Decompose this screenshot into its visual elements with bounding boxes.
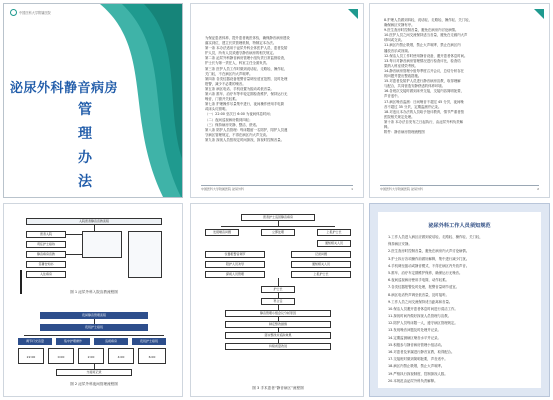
flow-step-box: 夜班护士接班: [132, 338, 166, 345]
text-line: 第二条 泌尿外科静音病房管理小组负责日常监督检查，: [205, 56, 288, 61]
text-line: 第五条 病区电话、手机设置为振动或低音量。: [205, 86, 274, 91]
text-line: 释。: [384, 124, 391, 129]
flow-box: 探视人员管理: [205, 271, 265, 278]
text-page-2[interactable]: [190, 3, 364, 198]
cover-subtitle-char: 法: [78, 174, 92, 190]
text-line: 18.病区内禁止吸烟，禁止大声喧哗。: [388, 364, 445, 369]
text-line: 6.夜间巡视病房使用手电筒，动作轻柔。: [388, 278, 449, 283]
text-line: 守病区管理规定，不得在病区内大声交谈。: [205, 132, 270, 137]
text-line: 8.病区电话铃声调至低音量，及时接听。: [388, 292, 449, 297]
flow-step-box: 患者入院: [26, 231, 66, 238]
flow-box: 上报护士长: [291, 271, 351, 278]
flow-arrow: [66, 234, 82, 235]
figure-caption: 图 1 泌尿外科入院宣教流程图: [70, 290, 118, 294]
page2-body: [205, 36, 353, 143]
text-line: 落实到位，建立长效管理机制，特制定本办法。: [205, 41, 277, 46]
flow-branch-line: [221, 226, 335, 227]
flow-result-box: 交接班记录: [56, 369, 132, 376]
flowchart-page-5[interactable]: [190, 203, 364, 397]
text-line: 果纳入科室绩效考核。: [384, 63, 418, 68]
text-line: 确保病区安静有序。: [384, 23, 415, 28]
rules-list: [378, 234, 541, 385]
text-line: 声音适中。: [384, 94, 401, 99]
cover-title: 泌尿外科静音病房: [10, 81, 119, 96]
flow-time-box: 6:00: [138, 348, 166, 364]
text-line: 3.护士执行各项操作前做好解释，集中进行减少打扰。: [388, 256, 470, 261]
text-line: （二）夜间巡视病房做到四轻；: [205, 117, 253, 122]
cover-subtitle: [73, 98, 97, 194]
footer-text: 中国医科大学附属医院 泌尿外科: [380, 187, 423, 191]
page3-footer: [380, 185, 539, 191]
text-line: 5.推车、治疗车定期维护保养，确保运行无噪音。: [388, 270, 463, 275]
text-line: 关门轻，不在病区内大声喧哗。: [205, 71, 253, 76]
flow-time-box: 4:00: [108, 348, 134, 364]
rules-title: 泌尿外科工作人员须知规范: [428, 223, 491, 229]
cover-subtitle-char: 理: [78, 126, 92, 142]
flow-box: 护士长: [261, 286, 295, 293]
flow-box: 陪护人员劝导: [205, 261, 265, 268]
text-line: 15.对患者及陪护人员进行静音病房宣教，取得理解: [384, 79, 461, 84]
text-line: 9.医生查房时控制音量，避免在病房内讨论病情。: [384, 28, 459, 33]
text-line: 护人员，所有人员须遵守静音病房的相关规定。: [205, 51, 277, 56]
flow-box: 仪器报警音调节: [205, 251, 265, 258]
corner-mark: [348, 9, 358, 19]
cover-page[interactable]: [3, 3, 183, 198]
flow-box: 立即处理: [261, 229, 295, 236]
text-line: 第七条 护理操作尽量集中进行，夜间操作使用手电筒: [205, 102, 285, 107]
text-line: 15.积极参与静音病房管理小组活动。: [388, 342, 445, 347]
flow-time-box: 0:00: [48, 348, 74, 364]
flow-branch-line: [24, 335, 164, 336]
flow-step-box: 签署告知书: [26, 261, 66, 268]
text-line: 或床头灯照明。: [205, 107, 229, 112]
flow-box: 通知相关人员: [291, 261, 351, 268]
text-page-3[interactable]: [369, 3, 550, 198]
text-line: 10.保洁人员避开患者休息时间进行清洁工作。: [388, 306, 458, 311]
flow-step-box: 集中护理操作: [56, 338, 90, 345]
text-line: 为保证患者休养、提升患者就医体验，确保静音病房建设: [205, 36, 290, 40]
rules-page-inner: [378, 212, 541, 388]
rules-page-6[interactable]: [369, 203, 550, 397]
flow-step-box: 调节灯光音量: [18, 338, 52, 345]
text-line: 13.发现噪音问题及时处理并记录。: [388, 328, 441, 333]
text-line: 第三条 医护人员工作时做到说话轻、走路轻、操作轻、: [205, 66, 288, 71]
text-line: 18.对违反本办法的人员给予批评教育，情节严重者按: [384, 109, 464, 114]
text-line: 19.严格执行探视制度，控制探视人数。: [388, 371, 448, 376]
text-line: 第十条 本办法自发布之日起执行，由泌尿外科负责解: [384, 119, 464, 124]
flow-box: 落实整改并追踪效果: [225, 332, 331, 339]
figure-caption: 图 2 泌尿外科夜间管理流程图: [70, 382, 118, 386]
text-line: 保持病区安静。: [388, 242, 412, 247]
text-line: 11.病区内禁止吸烟，禁止大声喧哗，禁止在病区内: [384, 43, 461, 48]
text-line: 噪音，门窗开关轻柔。: [205, 97, 239, 102]
flow-box: 发现噪音问题: [205, 229, 239, 236]
text-line: 17.交接班时做到简明扼要，声音适中。: [388, 357, 448, 362]
text-line: 9.工作人员之间交流保持适当距离和音量。: [388, 299, 453, 304]
text-line: 第一条 本办法适用于泌尿外科全体医护人员、患者及陪: [205, 46, 288, 51]
text-line: 14.定期监测病区噪音水平并记录。: [388, 335, 441, 340]
flow-box: 记录问题: [291, 251, 351, 258]
cover-header-text: 中国医科大学附属医院: [19, 11, 51, 15]
text-line: 4.手机调至振动或静音模式，不得在病区内外放声音。: [388, 263, 470, 268]
flow-arrow: [278, 278, 279, 286]
text-line: 的问题并提出整改措施。: [384, 74, 422, 79]
flow-side-box: [82, 231, 122, 258]
page-number: 2: [537, 187, 539, 191]
text-line: 12.保洁人员工作时使用静音设备，避开患者休息时间。: [384, 53, 468, 58]
text-line: 呼叫或交谈。: [384, 38, 405, 43]
text-line: 13.每月对静音病房管理情况进行检查评比，检查结: [384, 58, 461, 63]
text-line: 14.静音病房管理小组每季度召开会议，总结分析存在: [384, 68, 464, 73]
flow-step-box: 静音病房宣教: [26, 251, 66, 258]
text-line: 与配合，共同营造安静舒适的休养环境。: [384, 84, 446, 89]
text-line: （一）22:00 至次日 6:00 为夜间休息时间；: [205, 112, 274, 117]
text-line: 20.本规范由泌尿外科负责解释。: [388, 378, 438, 383]
flow-side-box: [128, 231, 162, 278]
figure-caption: 图 3 手术患者“静音病区”流程图: [252, 386, 304, 390]
flow-time-box: 22:00: [18, 348, 44, 364]
page2-footer: [201, 185, 353, 191]
flow-step-box: 夜班护士接班: [40, 324, 148, 331]
flow-step-box: 巡视病房: [94, 338, 128, 345]
text-line: 11.探视时间内做好探视人员管理与宣教。: [388, 314, 452, 319]
text-line: 医院相关规定处理。: [384, 114, 415, 119]
text-line: 第六条 推车、治疗车等车轮定期检查维护，保持运行无: [205, 92, 288, 97]
flow-title-box: 入院患者静音宣教流程: [26, 218, 162, 225]
flow-time-box: 2:00: [78, 348, 104, 364]
flow-box: 上报护士长: [317, 229, 351, 236]
text-line: 第九条 探视人员按规定时间探视，探视时控制音量。: [205, 137, 285, 142]
text-line: 16.各班次交接时做到床旁交接，交接内容简明扼要，: [384, 89, 464, 94]
flow-box: 科主任: [261, 298, 295, 305]
text-line: 10.医护人员之间交流保持适当音量，避免在走廊内大声: [384, 33, 468, 38]
text-line: 第四条 各类仪器设备报警音量调至适宜范围，及时处理: [205, 76, 288, 81]
text-line: 17.病区噪音监测：日间噪音不超过 45 分贝，夜间噪: [384, 99, 464, 104]
cover-subtitle-char: 管: [78, 102, 92, 118]
page-number: 1: [351, 187, 353, 191]
cover-subtitle-char: 办: [78, 150, 92, 166]
flow-box: 患者护士巡回静音病房: [241, 214, 315, 221]
text-line: 附件：静音病房管理流程图: [384, 130, 425, 135]
flow-box: 制定整改措施: [225, 321, 331, 328]
flow-step-box: 责任护士接待: [26, 241, 66, 248]
text-line: 12.陪护人员每床限一人，遵守病区管理规定。: [388, 321, 458, 326]
flow-title-box: 夜间静音管理流程: [40, 312, 148, 319]
text-line: （三）保持病房安静、整洁、舒适。: [205, 122, 260, 127]
text-line: 16.对患者及家属进行静音宣教，取得配合。: [388, 350, 455, 354]
flow-box: 通知相关人员: [317, 240, 351, 247]
text-line: 音不超过 35 分贝，定期监测并记录。: [384, 104, 442, 109]
text-line: 播放音乐或视频。: [384, 48, 412, 53]
flow-step-box: 入住病房: [26, 271, 66, 278]
page3-body: [384, 18, 539, 135]
footer-text: 中国医科大学附属医院 泌尿外科: [201, 187, 244, 191]
flow-arrow: [66, 254, 82, 255]
flow-box: 静音管理小组会议分析原因: [225, 310, 331, 317]
text-line: 2.医生查房时控制音量，避免在病房内大声讨论病情。: [388, 249, 470, 254]
flow-box: 持续质量改进: [225, 343, 331, 350]
text-line: 1.工作人员进入病区应做到说话轻、走路轻、操作轻、关门轻，: [388, 235, 483, 239]
text-line: 报警，减少不必要的噪音。: [205, 81, 246, 86]
text-line: 护士长为第一责任人，科室主任全面负责。: [205, 61, 270, 66]
text-line: 第八条 陪护人员管理：每床限留一名陪护，陪护人员遵: [205, 127, 288, 132]
text-line: 8.护理人员做到四轻，说话轻、走路轻、操作轻、关门轻，: [384, 18, 472, 22]
flowchart-page-4[interactable]: [3, 203, 183, 397]
text-line: 7.各类仪器报警及时处理，报警音量调节适宜。: [388, 285, 460, 290]
